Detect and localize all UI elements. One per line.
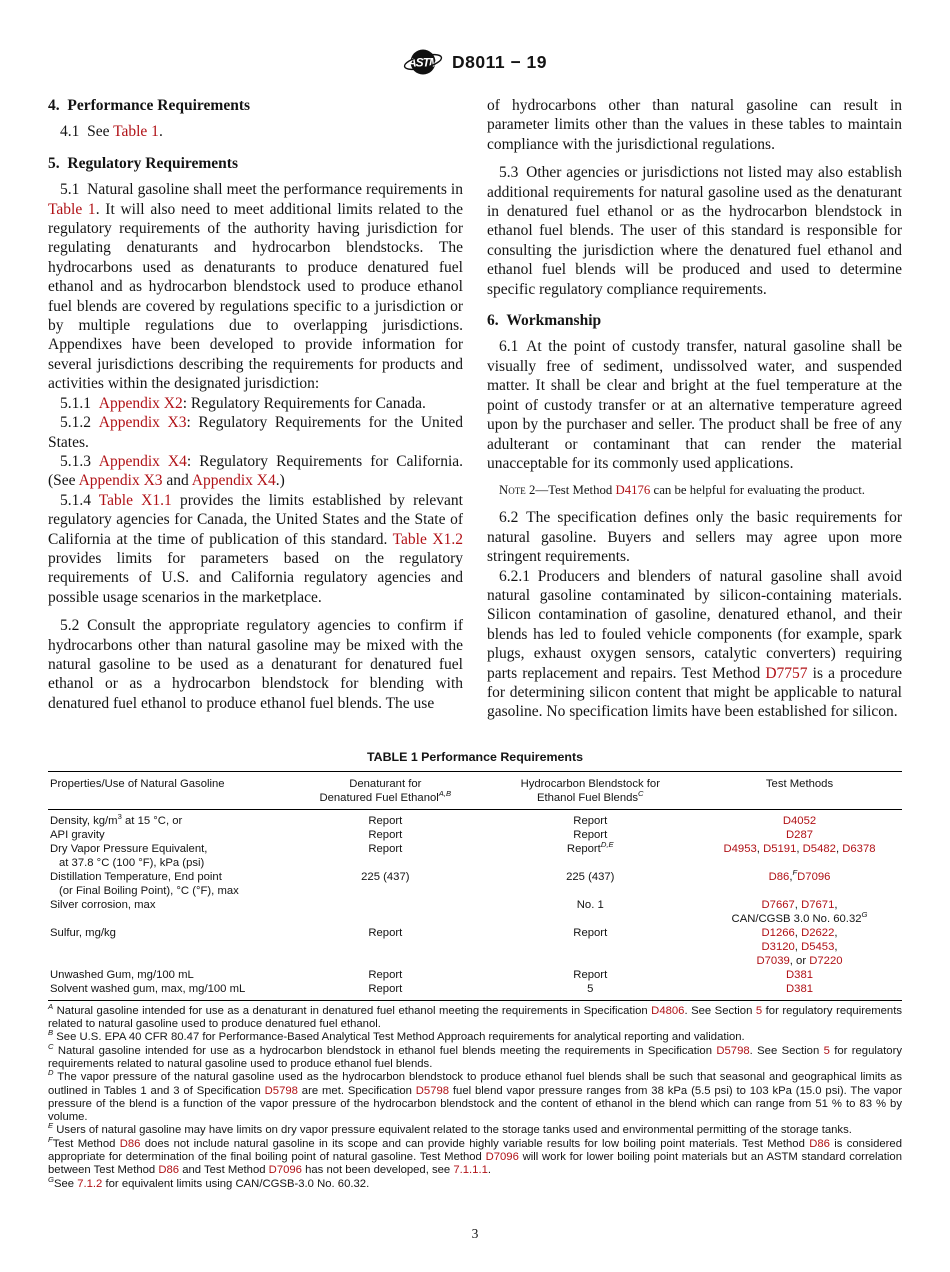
table-cell bbox=[48, 898, 287, 926]
ref-link[interactable]: D7096 bbox=[797, 870, 831, 883]
ref-link[interactable]: D7039 bbox=[756, 954, 790, 967]
text-run: 4.1 See bbox=[60, 123, 114, 141]
text-run: The vapor pressure of the natural gasoline used as the hydrocarbon blendstock to produce ethanol fuel blends shall be such that seasonal and geographical limits as outlined in Tables 1 and 3 of Specification bbox=[48, 1071, 902, 1097]
text-run: , or bbox=[789, 954, 810, 967]
text-run: 5.1.2 bbox=[60, 414, 99, 432]
text-run: 5 bbox=[587, 982, 594, 995]
text-run: Properties/Use of Natural Gasoline bbox=[50, 777, 225, 790]
page-number: 3 bbox=[471, 1226, 479, 1241]
cell-line bbox=[699, 954, 900, 968]
text-run: Distillation Temperature, End point bbox=[50, 870, 222, 883]
text-run: Sulfur, mg/kg bbox=[50, 926, 116, 939]
cell-line bbox=[486, 828, 696, 842]
text-run: , bbox=[756, 842, 764, 855]
ref-link[interactable]: Appendix X3 bbox=[78, 472, 163, 490]
table-row bbox=[48, 842, 902, 870]
column-header bbox=[48, 771, 287, 809]
ref-link[interactable]: Appendix X3 bbox=[98, 414, 187, 432]
text-run: Report bbox=[368, 926, 403, 939]
paragraph bbox=[48, 122, 463, 141]
text-run: See U.S. EPA 40 CFR 80.47 for Performance-Based Analytical Test Method Approach requirements for analytical reporting and validation. bbox=[53, 1031, 745, 1044]
text-run: Denaturant for bbox=[349, 777, 422, 790]
ref-link[interactable]: D7757 bbox=[765, 664, 808, 682]
table-cell bbox=[697, 926, 902, 968]
table-cell bbox=[48, 926, 287, 968]
astm-logo-icon bbox=[403, 44, 443, 80]
header-line bbox=[699, 777, 900, 791]
doc-header bbox=[48, 44, 902, 80]
table-footnote bbox=[48, 1028, 902, 1044]
text-run: Report bbox=[368, 982, 403, 995]
text-run: and bbox=[162, 472, 192, 490]
text-run: will work for lower boiling point materials but an ASTM standard correlation between Test Method bbox=[48, 1151, 902, 1177]
cell-line bbox=[699, 968, 900, 982]
ref-link[interactable]: Appendix X2 bbox=[98, 394, 183, 412]
text-run: at 37.8 °C (100 °F), kPa (psi) bbox=[59, 856, 205, 869]
ref-link[interactable]: D5453 bbox=[801, 940, 835, 953]
ref-link[interactable]: D86 bbox=[768, 870, 790, 883]
table-cell bbox=[697, 898, 902, 926]
cell-line bbox=[50, 856, 285, 870]
text-run: of hydrocarbons other than natural gasoline can result in parameter limits other than the values in these tables to maintain compliance with the jurisdictional regulations. bbox=[487, 97, 902, 153]
performance-requirements-table bbox=[48, 771, 902, 1001]
cell-line bbox=[486, 898, 696, 912]
text-run: 5.1 Natural gasoline shall meet the performance requirements in bbox=[60, 181, 463, 199]
text-run: 6.2 The specification defines only the basic requirements for natural gasoline. Buyers and sellers may agree upon more stringent requirements. bbox=[487, 509, 902, 566]
table-cell bbox=[697, 982, 902, 1001]
table-cell bbox=[484, 926, 698, 968]
table-footnote bbox=[48, 1068, 903, 1124]
ref-link[interactable]: D7220 bbox=[809, 954, 843, 967]
text-run: 2—Test Method bbox=[525, 483, 616, 498]
cell-line bbox=[699, 982, 900, 996]
table-row bbox=[48, 828, 902, 842]
header-line bbox=[289, 777, 481, 791]
section-heading bbox=[48, 154, 463, 173]
ref-link[interactable]: D381 bbox=[786, 968, 814, 981]
text-run: for regulatory requirements related to natural gasoline used to produce denatured fuel ethanol. bbox=[48, 1004, 903, 1031]
text-run: is a procedure for determining silicon content that might be applicable to natural gasoline. No specification limits have been established for silicon. bbox=[487, 664, 903, 721]
cell-line bbox=[699, 814, 900, 828]
section-heading bbox=[48, 96, 463, 115]
superscript: F bbox=[48, 1134, 53, 1144]
ref-link[interactable]: D4806 bbox=[651, 1004, 685, 1017]
table-cell bbox=[484, 842, 698, 870]
text-run: 5.3 Other agencies or jurisdictions not listed may also establish additional requirements for natural gasoline used as the denaturant in denatured fuel ethanol or as the hydrocarbon blendstock in ethanol fuel blends. The user of this standard is responsible for consulting the jurisdiction where the denatured fuel ethanol and ethanol fuel blends will be produced and used to determine specific regulatory compliance requirements. bbox=[487, 164, 902, 298]
ref-link[interactable]: Appendix X4 bbox=[98, 452, 187, 470]
text-run: Unwashed Gum, mg/100 mL bbox=[50, 968, 194, 981]
table-footnote bbox=[48, 1041, 902, 1072]
text-run: 225 (437) bbox=[361, 870, 410, 883]
paragraph bbox=[487, 337, 902, 473]
table-cell bbox=[48, 982, 287, 1001]
text-run: , bbox=[796, 842, 803, 855]
cell-line bbox=[486, 982, 696, 996]
ref-link[interactable]: D7096 bbox=[268, 1164, 302, 1177]
table-cell bbox=[48, 842, 287, 870]
cell-line bbox=[289, 968, 481, 982]
text-run: Report bbox=[368, 814, 403, 827]
table-cell bbox=[287, 809, 483, 828]
table-cell bbox=[287, 982, 483, 1001]
text-run: , bbox=[794, 926, 802, 939]
text-run: 5.1.1 bbox=[60, 394, 99, 412]
text-run: can be helpful for evaluating the product. bbox=[650, 483, 865, 498]
paragraph bbox=[487, 508, 902, 566]
ref-link[interactable]: Table 1 bbox=[48, 200, 96, 218]
ref-link[interactable]: D6378 bbox=[842, 842, 876, 855]
text-run: No. 1 bbox=[576, 898, 604, 911]
table-cell bbox=[484, 898, 698, 926]
table-cell bbox=[484, 828, 698, 842]
table-cell bbox=[287, 842, 483, 870]
text-run: 4. Performance Requirements bbox=[48, 97, 251, 114]
table-cell bbox=[697, 968, 902, 982]
paragraph bbox=[48, 180, 463, 393]
text-run: , bbox=[834, 940, 838, 953]
superscript: G bbox=[861, 910, 868, 920]
superscript: D,E bbox=[600, 840, 614, 850]
header-line bbox=[50, 777, 285, 791]
column-header bbox=[697, 771, 902, 809]
cell-line bbox=[289, 926, 481, 940]
two-column-body bbox=[48, 96, 902, 722]
text-run: does not include natural gasoline in its scope and can provide highly variable results for low boiling point materials. Test Method bbox=[140, 1137, 810, 1150]
text-run: See bbox=[53, 1177, 78, 1190]
table-cell bbox=[48, 870, 287, 898]
text-run: 6. Workmanship bbox=[487, 312, 602, 330]
ref-link[interactable]: D1266 bbox=[761, 926, 795, 939]
paragraph bbox=[48, 616, 463, 713]
table-cell bbox=[48, 809, 287, 828]
ref-link[interactable]: D5798 bbox=[415, 1084, 450, 1097]
cell-line bbox=[50, 828, 285, 842]
table-row bbox=[48, 968, 902, 982]
ref-link[interactable]: D2622 bbox=[801, 926, 835, 939]
cell-line bbox=[699, 870, 900, 884]
text-run: 6.2.1 Producers and blenders of natural gasoline shall avoid natural gasoline contaminated by silicon-containing materials. Silicon contamination of gasoline, denatured ethanol, and their blends has led to fouled vehicle components (for example, spark plugs, exhaust oxygen sensors, catalytic converters) requiring parts replacement and repairs. Test Method bbox=[487, 567, 902, 682]
table-cell bbox=[48, 828, 287, 842]
text-run: , bbox=[794, 940, 802, 953]
table-cell bbox=[287, 898, 483, 926]
table-footnote bbox=[48, 1121, 902, 1137]
text-run: are met. Specification bbox=[297, 1084, 416, 1097]
header-line bbox=[486, 777, 696, 791]
text-run: at 15 °C, or bbox=[121, 814, 183, 827]
ref-link[interactable]: 5 bbox=[755, 1004, 763, 1017]
superscript: G bbox=[48, 1174, 54, 1184]
text-run: Test Methods bbox=[765, 777, 834, 790]
text-run: provides limits for parameters based on the regulatory requirements of U.S. and California regulatory agencies and possible usage scenarios in the marketplace. bbox=[48, 549, 463, 606]
cell-line bbox=[699, 940, 900, 954]
ref-link[interactable]: 7.1.1.1 bbox=[453, 1164, 488, 1177]
ref-link[interactable]: D7671 bbox=[801, 898, 835, 911]
text-run: fuel blend vapor pressure ranges from 38 kPa (5.5 psi) to 103 kPa (15.0 psi). The vapor pressure of the blend is a function of the vapor pressure of the hydrocarbon blendstock and the content of ethanol in the blend which can range from 51 % to 83 % by volume. bbox=[48, 1084, 903, 1124]
ref-link[interactable]: D381 bbox=[786, 982, 814, 995]
cell-line bbox=[699, 926, 900, 940]
text-run: Density, kg/m bbox=[50, 814, 118, 827]
ref-link[interactable]: D3120 bbox=[761, 940, 795, 953]
ref-link[interactable]: D4052 bbox=[782, 814, 817, 827]
superscript: D bbox=[48, 1068, 54, 1078]
table-cell bbox=[484, 982, 698, 1001]
section-heading bbox=[487, 311, 902, 330]
cell-line bbox=[50, 884, 285, 898]
text-run: Report bbox=[368, 842, 403, 855]
paragraph bbox=[487, 163, 902, 299]
cell-line bbox=[289, 842, 481, 856]
text-run: : Regulatory Requirements for California. (See bbox=[48, 452, 464, 490]
ref-link[interactable]: D4176 bbox=[615, 483, 651, 498]
text-run: for regulatory requirements related to natural gasoline used to produce ethanol fuel blends. bbox=[48, 1044, 902, 1070]
cell-line bbox=[50, 842, 285, 856]
text-run: . See Section bbox=[684, 1004, 756, 1017]
table-header bbox=[48, 771, 902, 809]
text-run: Solvent washed gum, max, mg/100 mL bbox=[50, 982, 246, 995]
text-run: , bbox=[834, 926, 838, 939]
paragraph bbox=[48, 413, 463, 452]
right-column bbox=[487, 96, 902, 722]
text-run: Report bbox=[573, 968, 608, 981]
text-run: Report bbox=[573, 926, 608, 939]
text-run: . It will also need to meet additional limits related to the regulatory requirements of the authority having jurisdiction for regulating denaturants and hydrocarbon blendstocks. The hydrocarbons used as denaturants to produce denatured fuel ethanol and as hydrocarbon blendstock used to produce ethanol fuel blends are covered by regulations specific to a jurisdiction or by multiple regulations due to overlapping jurisdictions. Appendixes have been developed to provide information for several jurisdictions describing the requirements for products and activities within the designated jurisdiction: bbox=[48, 200, 463, 393]
ref-link[interactable]: Appendix X4 bbox=[191, 472, 276, 490]
superscript: A bbox=[48, 1002, 54, 1012]
ref-link[interactable]: D5482 bbox=[802, 842, 836, 855]
text-run: Note bbox=[499, 483, 526, 498]
cell-line bbox=[699, 898, 900, 912]
table-cell bbox=[287, 968, 483, 982]
ref-link[interactable]: D5798 bbox=[716, 1044, 750, 1057]
text-run: Denatured Fuel Ethanol bbox=[319, 791, 439, 804]
table-footnotes bbox=[48, 1002, 903, 1191]
ref-link[interactable]: Table X1.1 bbox=[98, 491, 172, 509]
table-cell bbox=[484, 809, 698, 828]
text-run: : Regulatory Requirements for the United States. bbox=[48, 414, 464, 451]
text-run: for equivalent limits using CAN/CGSB-3.0 No. 60.32. bbox=[102, 1177, 370, 1190]
table-row bbox=[48, 926, 902, 968]
text-run: 5.2 Consult the appropriate regulatory agencies to confirm if hydrocarbons other than natural gasoline may be mixed with the natural gasoline to be used as a denaturant for denatured fuel ethanol or as a hydrocarbon blendstock for blending with denatured fuel ethanol to produce ethanol fuel blends. The use bbox=[48, 617, 463, 712]
table-footnote bbox=[48, 1134, 902, 1178]
table-footnote bbox=[48, 1174, 902, 1191]
cell-line bbox=[486, 968, 696, 982]
superscript: C bbox=[638, 789, 644, 799]
cell-line bbox=[486, 814, 696, 828]
cell-line bbox=[289, 828, 481, 842]
table-cell bbox=[697, 809, 902, 828]
column-header bbox=[484, 771, 698, 809]
cell-line bbox=[486, 842, 696, 856]
text-run: , bbox=[835, 842, 843, 855]
svg-text:ASTM: ASTM bbox=[407, 55, 438, 70]
text-run: . bbox=[158, 123, 163, 141]
text-run: 225 (437) bbox=[566, 870, 615, 883]
table-cell bbox=[697, 828, 902, 842]
cell-line bbox=[50, 926, 285, 940]
left-column bbox=[48, 96, 463, 722]
note-paragraph bbox=[487, 482, 902, 499]
ref-link[interactable]: D7096 bbox=[485, 1151, 519, 1164]
ref-link[interactable]: D7667 bbox=[761, 898, 795, 911]
table-row bbox=[48, 898, 902, 926]
text-run: , bbox=[789, 870, 793, 883]
text-run: 5.1.3 bbox=[60, 452, 99, 470]
table-cell bbox=[484, 870, 698, 898]
text-run: API gravity bbox=[50, 828, 105, 841]
ref-link[interactable]: D86 bbox=[809, 1137, 830, 1150]
table-body bbox=[48, 809, 902, 1000]
text-run: 6.1 At the point of custody transfer, natural gasoline shall be visually free of sediment, undissolved water, and suspended matter. It shall be clear and bright at the fuel temperature at the point of custody transfer or at an alternative temperature agreed upon by the purchaser and seller. The product shall be free of any adulterant or contaminant that can render the material unacceptable for its commonly used applications. bbox=[487, 338, 902, 472]
text-run: Natural gasoline intended for use as a denaturant in denatured fuel ethanol meeting the requirements in Specification bbox=[53, 1004, 652, 1017]
text-run: and Test Method bbox=[179, 1164, 269, 1177]
ref-link[interactable]: 5 bbox=[823, 1044, 830, 1057]
table-cell bbox=[48, 968, 287, 982]
text-run: Report bbox=[368, 968, 403, 981]
text-run: Silver corrosion, max bbox=[50, 898, 156, 911]
paragraph bbox=[48, 491, 463, 607]
paragraph bbox=[48, 394, 463, 413]
cell-line bbox=[50, 968, 285, 982]
cell-line bbox=[699, 842, 900, 856]
cell-line bbox=[50, 870, 285, 884]
text-run: CAN/CGSB 3.0 No. 60.32 bbox=[731, 912, 862, 925]
text-run: Report bbox=[566, 842, 601, 855]
cell-line bbox=[50, 898, 285, 912]
cell-line bbox=[699, 912, 900, 926]
text-run: , bbox=[834, 898, 838, 911]
text-run: Report bbox=[573, 814, 608, 827]
ref-link[interactable]: D5798 bbox=[264, 1084, 298, 1097]
text-run: Report bbox=[573, 828, 608, 841]
paragraph bbox=[487, 567, 902, 722]
cell-line bbox=[289, 982, 481, 996]
table-cell bbox=[697, 870, 902, 898]
text-run: (or Final Boiling Point), °C (°F), max bbox=[59, 884, 239, 897]
paragraph bbox=[48, 452, 463, 491]
cell-line bbox=[289, 870, 481, 884]
table-row bbox=[48, 809, 902, 828]
superscript: B bbox=[48, 1028, 54, 1038]
table-row bbox=[48, 982, 902, 1001]
paragraph bbox=[487, 96, 902, 154]
table-cell bbox=[287, 870, 483, 898]
ref-link[interactable]: D5191 bbox=[763, 842, 797, 855]
text-run: Ethanol Fuel Blends bbox=[536, 791, 639, 804]
table-title: TABLE 1 Performance Requirements bbox=[367, 749, 583, 764]
cell-line bbox=[699, 828, 900, 842]
table-footnote bbox=[48, 1002, 903, 1032]
text-run: Test Method bbox=[52, 1137, 120, 1150]
cell-line bbox=[289, 814, 481, 828]
table-cell bbox=[287, 828, 483, 842]
superscript: C bbox=[48, 1041, 54, 1051]
column-header bbox=[287, 771, 483, 809]
text-run: 5.1.4 bbox=[60, 491, 99, 509]
doc-code: D8011 − 19 bbox=[451, 51, 547, 72]
header-line bbox=[289, 791, 481, 805]
text-run: 5. Regulatory Requirements bbox=[48, 154, 238, 172]
table-cell bbox=[697, 842, 902, 870]
text-run: . bbox=[487, 1164, 492, 1177]
superscript: 3 bbox=[117, 812, 122, 822]
ref-link[interactable]: D4953 bbox=[723, 842, 757, 855]
text-run: : Regulatory Requirements for Canada. bbox=[182, 394, 426, 412]
superscript: F bbox=[792, 868, 798, 878]
cell-line bbox=[486, 926, 696, 940]
ref-link[interactable]: Table 1 bbox=[113, 123, 159, 141]
ref-link[interactable]: Table X1.2 bbox=[392, 530, 463, 548]
cell-line bbox=[50, 814, 285, 828]
table-row bbox=[48, 870, 902, 898]
text-run: has not been developed, see bbox=[301, 1164, 454, 1177]
text-run: . See Section bbox=[749, 1044, 824, 1057]
text-run: Hydrocarbon Blendstock for bbox=[520, 777, 660, 790]
text-run: .) bbox=[275, 472, 285, 490]
ref-link[interactable]: D86 bbox=[119, 1137, 141, 1150]
cell-line bbox=[486, 870, 696, 884]
text-run: is considered appropriate for determination of the final boiling point of natural gasoline. Test Method bbox=[48, 1137, 902, 1164]
header-line bbox=[486, 791, 696, 805]
superscript: A,B bbox=[438, 789, 452, 799]
text-run: Natural gasoline intended for use as a hydrocarbon blendstock in ethanol fuel blends meeting the requirements in Specification bbox=[53, 1044, 717, 1057]
cell-line bbox=[50, 982, 285, 996]
text-run: Dry Vapor Pressure Equivalent, bbox=[50, 842, 208, 855]
text-run: , bbox=[794, 898, 802, 911]
table-cell bbox=[287, 926, 483, 968]
table-cell bbox=[484, 968, 698, 982]
table-1-section bbox=[48, 750, 902, 1191]
ref-link[interactable]: 7.1.2 bbox=[77, 1177, 103, 1190]
text-run: provides the limits established by relevant regulatory agencies for Canada, the United States and the State of California at the time of publication of this standard. bbox=[48, 491, 463, 548]
ref-link[interactable]: D86 bbox=[158, 1164, 180, 1177]
text-run: Users of natural gasoline may have limits on dry vapor pressure equivalent related to the storage tanks used and environmental permitting of the storage tanks. bbox=[53, 1124, 852, 1137]
superscript: E bbox=[48, 1121, 54, 1131]
ref-link[interactable]: D287 bbox=[786, 828, 814, 841]
text-run: Report bbox=[368, 828, 403, 841]
